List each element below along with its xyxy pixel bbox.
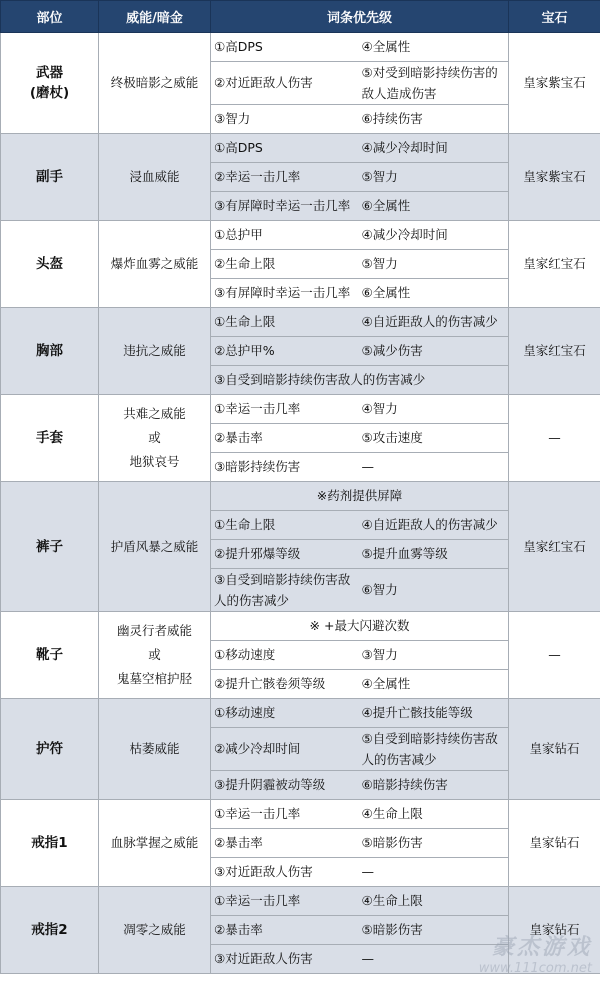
affix-cell: ⑤智力 xyxy=(359,163,509,192)
power-cell: 违抗之威能 xyxy=(99,308,211,395)
affix-cell: ⑥暗影持续伤害 xyxy=(359,771,509,800)
slot-cell: 戒指2 xyxy=(1,887,99,974)
header-slot: 部位 xyxy=(1,1,99,33)
header-affix-priority: 词条优先级 xyxy=(211,1,509,33)
affix-cell: ①幸运一击几率 xyxy=(211,395,359,424)
affix-cell: ②暴击率 xyxy=(211,424,359,453)
affix-cell: — xyxy=(359,453,509,482)
gem-cell: 皇家钻石 xyxy=(509,887,600,974)
affix-cell: ③有屏障时幸运一击几率 xyxy=(211,279,359,308)
table-row xyxy=(1,482,600,511)
affix-cell: ②幸运一击几率 xyxy=(211,163,359,192)
affix-cell: ②生命上限 xyxy=(211,250,359,279)
affix-cell: ①高DPS xyxy=(211,33,359,62)
affix-cell: ⑤暗影伤害 xyxy=(359,829,509,858)
affix-cell: ①幸运一击几率 xyxy=(211,800,359,829)
slot-cell: 戒指1 xyxy=(1,800,99,887)
affix-cell: ②提升邪爆等级 xyxy=(211,540,359,569)
affix-cell: ③对近距敌人伤害 xyxy=(211,858,359,887)
affix-cell: ④智力 xyxy=(359,395,509,424)
affix-cell: — xyxy=(359,858,509,887)
affix-cell: ④生命上限 xyxy=(359,887,509,916)
slot-cell: 裤子 xyxy=(1,482,99,612)
affix-cell: ①生命上限 xyxy=(211,511,359,540)
table-row xyxy=(1,887,600,916)
header-gem: 宝石 xyxy=(509,1,600,33)
affix-cell: ②对近距敌人伤害 xyxy=(211,62,359,105)
affix-cell: ③暗影持续伤害 xyxy=(211,453,359,482)
table-row xyxy=(1,134,600,163)
gem-cell: 皇家钻石 xyxy=(509,800,600,887)
slot-cell: 护符 xyxy=(1,699,99,800)
affix-cell: ①总护甲 xyxy=(211,221,359,250)
header-row xyxy=(1,1,600,33)
slot-cell: 头盔 xyxy=(1,221,99,308)
affix-cell: ①高DPS xyxy=(211,134,359,163)
affix-cell: ④减少冷却时间 xyxy=(359,134,509,163)
slot-cell: 武器 (磨杖) xyxy=(1,33,99,134)
affix-cell: ④生命上限 xyxy=(359,800,509,829)
affix-cell: ⑥全属性 xyxy=(359,192,509,221)
power-cell: 幽灵行者威能 或 鬼墓空棺护胫 xyxy=(99,612,211,699)
affix-cell: ⑤攻击速度 xyxy=(359,424,509,453)
power-cell: 凋零之威能 xyxy=(99,887,211,974)
slot-cell: 胸部 xyxy=(1,308,99,395)
watermark-brand: 豪杰游戏 xyxy=(491,935,592,960)
affix-cell: ③有屏障时幸运一击几率 xyxy=(211,192,359,221)
gem-cell: — xyxy=(509,395,600,482)
affix-cell: ④全属性 xyxy=(359,670,509,699)
gem-cell: 皇家红宝石 xyxy=(509,308,600,395)
affix-cell: ③提升阴霾被动等级 xyxy=(211,771,359,800)
slot-cell: 手套 xyxy=(1,395,99,482)
gem-cell: 皇家红宝石 xyxy=(509,221,600,308)
affix-cell: ⑥智力 xyxy=(359,569,509,612)
power-cell: 血脉掌握之威能 xyxy=(99,800,211,887)
power-cell: 爆炸血雾之威能 xyxy=(99,221,211,308)
table-row xyxy=(1,395,600,424)
table-row xyxy=(1,699,600,728)
affix-cell: ②提升亡骸卷须等级 xyxy=(211,670,359,699)
affix-cell: ③智力 xyxy=(359,641,509,670)
power-cell: 枯萎威能 xyxy=(99,699,211,800)
table-row xyxy=(1,308,600,337)
affix-cell: — xyxy=(359,945,509,974)
affix-cell: ②总护甲% xyxy=(211,337,359,366)
power-cell: 护盾风暴之威能 xyxy=(99,482,211,612)
affix-cell: ④自近距敌人的伤害减少 xyxy=(359,511,509,540)
affix-cell: ②减少冷却时间 xyxy=(211,728,359,771)
affix-cell: ⑤提升血雾等级 xyxy=(359,540,509,569)
affix-cell: ③对近距敌人伤害 xyxy=(211,945,359,974)
affix-cell: ④减少冷却时间 xyxy=(359,221,509,250)
affix-cell: ②暴击率 xyxy=(211,916,359,945)
table-row xyxy=(1,33,600,62)
watermark-url: www.111com.net xyxy=(478,961,592,976)
affix-cell: ③智力 xyxy=(211,105,359,134)
affix-cell: ⑤减少伤害 xyxy=(359,337,509,366)
affix-cell: ④提升亡骸技能等级 xyxy=(359,699,509,728)
note-cell: ※药剂提供屏障 xyxy=(211,482,509,511)
power-cell: 浸血威能 xyxy=(99,134,211,221)
affix-cell: ②暴击率 xyxy=(211,829,359,858)
table-row xyxy=(1,612,600,641)
gem-cell: — xyxy=(509,612,600,699)
gem-cell: 皇家钻石 xyxy=(509,699,600,800)
gem-cell: 皇家紫宝石 xyxy=(509,134,600,221)
gem-cell: 皇家红宝石 xyxy=(509,482,600,612)
affix-cell: ⑤自受到暗影持续伤害敌人的伤害减少 xyxy=(359,728,509,771)
gem-cell: 皇家紫宝石 xyxy=(509,33,600,134)
table-row xyxy=(1,221,600,250)
affix-cell: ①幸运一击几率 xyxy=(211,887,359,916)
affix-cell: ④全属性 xyxy=(359,33,509,62)
affix-cell: ⑤暗影伤害 xyxy=(359,916,509,945)
affix-cell: ③自受到暗影持续伤害敌人的伤害减少 xyxy=(211,569,359,612)
affix-cell: ⑥全属性 xyxy=(359,279,509,308)
header-power: 威能/暗金 xyxy=(99,1,211,33)
affix-cell: ⑥持续伤害 xyxy=(359,105,509,134)
slot-cell: 靴子 xyxy=(1,612,99,699)
affix-cell: ⑤智力 xyxy=(359,250,509,279)
slot-cell: 副手 xyxy=(1,134,99,221)
table-row xyxy=(1,800,600,829)
power-cell: 终极暗影之威能 xyxy=(99,33,211,134)
affix-cell: ③自受到暗影持续伤害敌人的伤害减少 xyxy=(211,366,509,395)
note-cell: ※ +最大闪避次数 xyxy=(211,612,509,641)
affix-cell: ①生命上限 xyxy=(211,308,359,337)
affix-cell: ⑤对受到暗影持续伤害的敌人造成伤害 xyxy=(359,62,509,105)
affix-cell: ①移动速度 xyxy=(211,641,359,670)
affix-cell: ①移动速度 xyxy=(211,699,359,728)
power-cell: 共难之威能 或 地狱哀号 xyxy=(99,395,211,482)
affix-cell: ④自近距敌人的伤害减少 xyxy=(359,308,509,337)
